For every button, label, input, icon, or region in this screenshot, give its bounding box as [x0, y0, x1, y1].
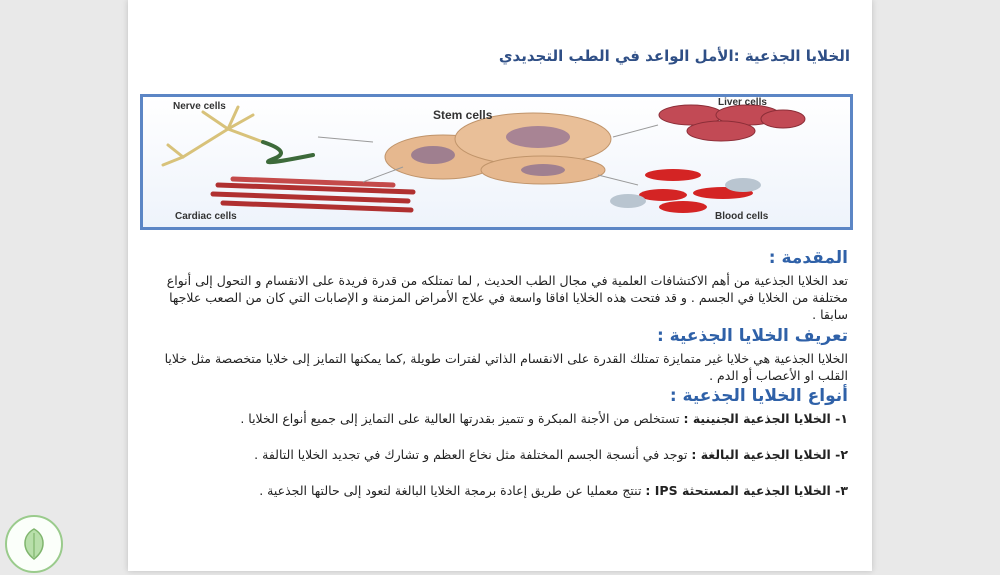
label-blood-cells: Blood cells: [715, 211, 769, 222]
intro-heading: المقدمة :: [768, 248, 848, 268]
stem-cells-drawing: [385, 113, 611, 184]
list-item-term: ٢- الخلايا الجذعية البالغة :: [691, 447, 848, 462]
label-liver-cells: Liver cells: [718, 97, 767, 108]
definition-paragraph: الخلايا الجذعية هي خلايا غير متمايزة تمتلك القدرة على الانقسام الذاتي لفترات طويلة ,كما يمكنها التمايز إلى خلايا متخصصة مثل خلايا القلب او الأعصاب أو الدم .: [164, 351, 848, 383]
nerve-cell-drawing: [163, 107, 313, 165]
list-item: [148, 482, 848, 499]
list-item-text: تستخلص من الأجنة المبكرة و تتميز بقدرتها العالية على التمايز إلى جميع أنواع الخلايا .: [240, 411, 684, 426]
list-item: [148, 410, 848, 427]
document-title: الخلايا الجذعية :الأمل الواعد في الطب التجديدي: [498, 47, 850, 65]
list-item-text: تنتج معمليا عن طريق إعادة برمجة الخلايا البالغة لتعود إلى حالتها الجذعية .: [259, 483, 646, 498]
blood-cells-drawing: [610, 169, 761, 213]
label-stem-cells: Stem cells: [433, 108, 493, 122]
label-nerve-cells: Nerve cells: [173, 101, 226, 112]
list-item-text: توجد في أنسجة الجسم المختلفة مثل نخاع العظم و تشارك في تجديد الخلايا التالفة .: [254, 447, 692, 462]
leaf-logo-icon: [5, 515, 63, 573]
stem-cells-illustration: [143, 97, 850, 227]
types-heading: أنواع الخلايا الجذعية :: [669, 386, 848, 406]
liver-cells-drawing: [659, 105, 805, 141]
list-item-term: ٣- الخلايا الجذعية المستحثة IPS :: [645, 483, 848, 498]
intro-paragraph: تعد الخلايا الجذعية من أهم الاكتشافات العلمية في مجال الطب الحديث , لما تمتلكه من قدرة فريدة على الانقسام و التحول إلى أنواع مختلفة من الخلايا في الجسم . و قد فتحت هذه الخلايا افاقا واسعة في علاج الأمراض المزمنة و الإصابات التي كان من الصعب علاجها سابقا .: [166, 273, 848, 322]
cardiac-cells-drawing: [213, 179, 413, 210]
list-item-term: ١- الخلايا الجذعية الجنينية :: [683, 411, 848, 426]
document-page: [128, 0, 872, 571]
label-cardiac-cells: Cardiac cells: [175, 211, 237, 222]
definition-heading: تعريف الخلايا الجذعية :: [656, 326, 848, 346]
stem-cells-figure: [140, 94, 853, 230]
list-item: [148, 446, 848, 463]
